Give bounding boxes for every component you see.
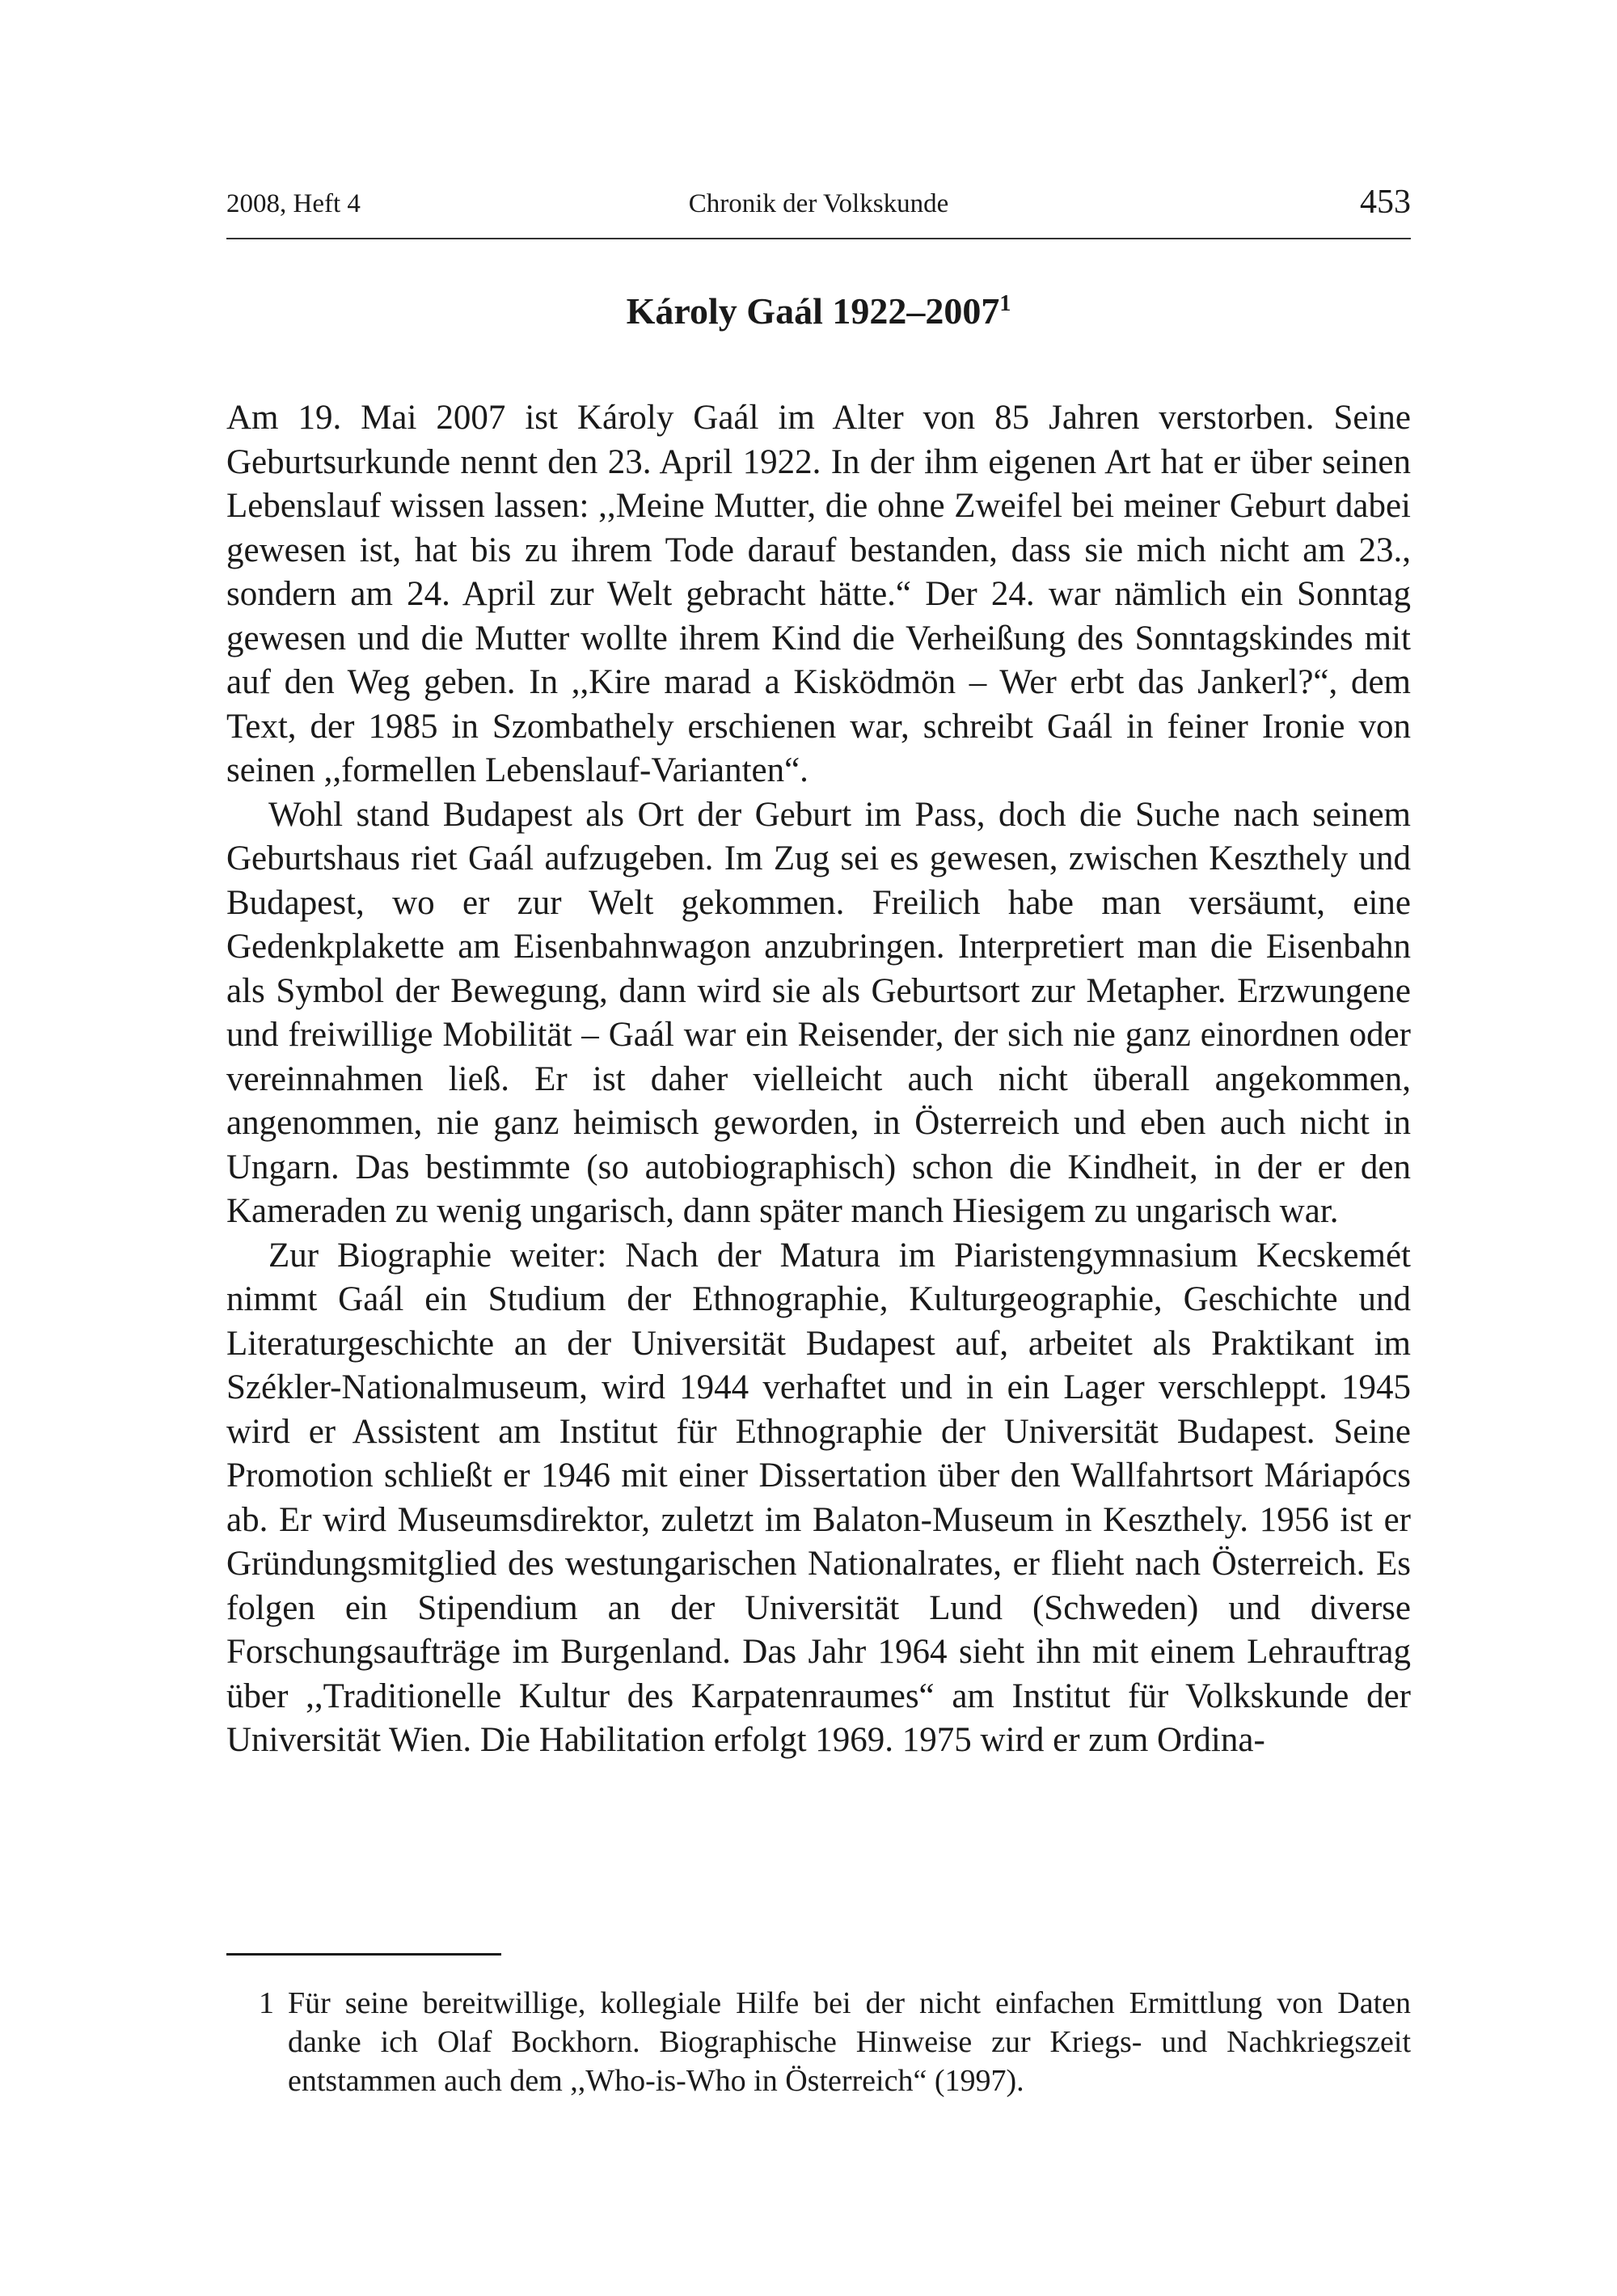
document-page (226, 0, 1411, 2296)
running-header (226, 180, 1411, 228)
article-title: Károly Gaál 1922–2007 (626, 290, 1000, 332)
body-paragraph: Wohl stand Budapest als Ort der Geburt im Pass, doch die Suche nach seinem Geburtshaus riet Gaál aufzugeben. Im Zug sei es gewesen, zwischen Keszthely und Budapest, wo er zur Welt gekommen. Freilich habe man versäumt, eine Gedenkplakette am Eisenbahnwagon anzubringen. Interpretiert man die Eisenbahn als Symbol der Bewegung, dann wird sie als Geburtsort zur Metapher. Erzwungene und freiwillige Mobilität – Gaál war ein Reisender, der sich nie ganz einordnen oder vereinnahmen ließ. Er ist daher vielleicht auch nicht überall angekommen, angenommen, nie ganz heimisch geworden, in Österreich und eben auch nicht in Ungarn. Das bestimmte (so autobiographisch) schon die Kindheit, in der er den Kameraden zu wenig ungarisch, dann später manch Hiesigem zu ungarisch war. (226, 795, 1411, 1230)
journal-section-title: Chronik der Volkskunde (688, 189, 949, 218)
footnote-number: 1 (259, 1986, 274, 2020)
article-body (226, 396, 1411, 1763)
body-paragraph: Zur Biographie weiter: Nach der Matura im Piaristengymnasium Kecskemét nimmt Gaál ein Studium der Ethnographie, Kulturgeographie, Geschichte und Literaturgeschichte an der Universität Budapest auf, arbeitet als Praktikant im Székler-Nationalmuseum, wird 1944 verhaftet und in ein Lager verschleppt. 1945 wird er Assistent am Institut für Ethnographie der Universität Budapest. Seine Promotion schließt er 1946 mit einer Dissertation über den Wallfahrtsort Máriapócs ab. Er wird Museumsdirektor, zuletzt im Balaton-Museum in Keszthely. 1956 ist er Gründungsmitglied des westungarischen Nationalrates, er flieht nach Österreich. Es folgen ein Stipendium an der Universität Lund (Schweden) und diverse Forschungsaufträge im Burgenland. Das Jahr 1964 sieht ihn mit einem Lehrauftrag über ,,Traditionelle Kultur des Karpatenraumes“ am Institut für Volkskunde der Universität Wien. Die Habilitation erfolgt 1969. 1975 wird er zum Ordina- (226, 1236, 1411, 1759)
issue-label: 2008, Heft 4 (226, 189, 361, 218)
title-footnote-marker: 1 (999, 291, 1011, 316)
header-rule (226, 238, 1411, 239)
footnote-rule (226, 1953, 501, 1956)
footnote (259, 1984, 1411, 2100)
footnote-text: Für seine bereitwillige, kollegiale Hilfe bei der nicht einfachen Ermittlung von Daten danke ich Olaf Bockhorn. Biographische Hinweise zur Kriegs- und Nachkriegszeit entstammen auch dem ,,Who-is-Who in Österreich“ (1997). (288, 1986, 1411, 2098)
article-title-block (226, 275, 1411, 348)
page-number: 453 (1360, 184, 1411, 221)
body-paragraph: Am 19. Mai 2007 ist Károly Gaál im Alter von 85 Jahren verstorben. Seine Geburtsurkunde nennt den 23. April 1922. In der ihm eigenen Art hat er über seinen Lebenslauf wissen lassen: ,,Meine Mutter, die ohne Zweifel bei meiner Geburt dabei gewesen ist, hat bis zu ihrem Tode darauf bestanden, dass sie mich nicht am 23., sondern am 24. April zur Welt gebracht hätte.“ Der 24. war nämlich ein Sonntag gewesen und die Mutter wollte ihrem Kind die Verheißung des Sonntagskindes mit auf den Weg geben. In ,,Kire marad a Kisködmön – Wer erbt das Jankerl?“, dem Text, der 1985 in Szombathely erschienen war, schreibt Gaál in feiner Ironie von seinen ,,formellen Lebenslauf-Varianten“. (226, 399, 1411, 789)
